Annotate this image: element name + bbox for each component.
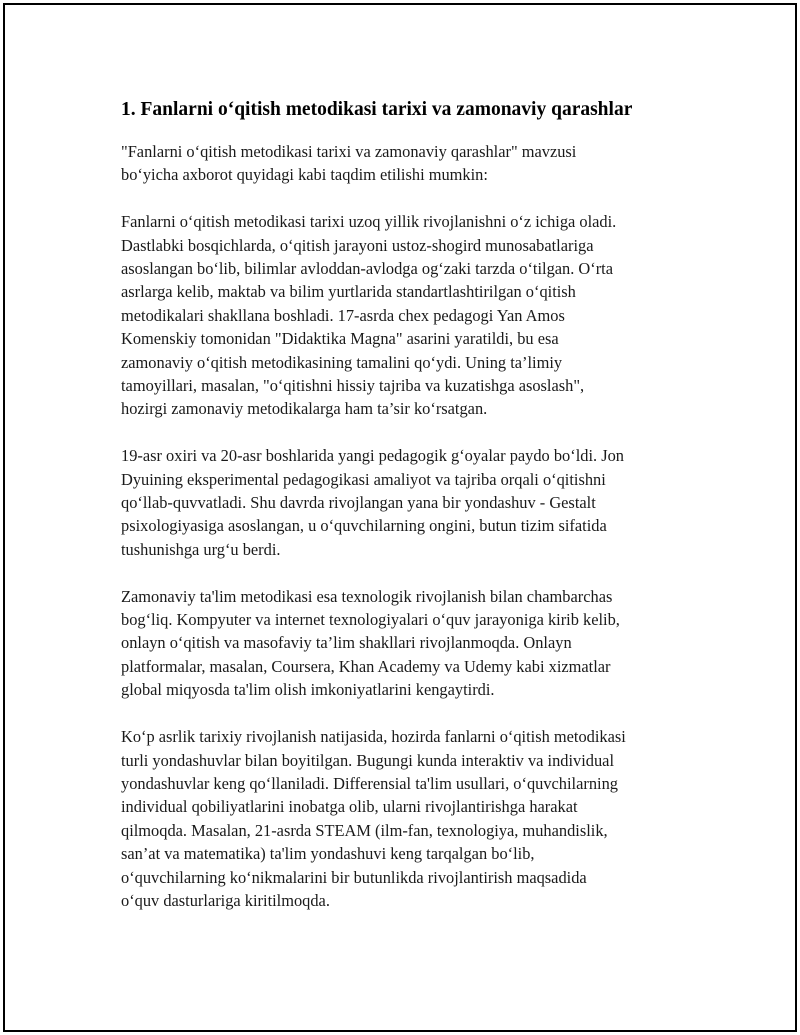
- history-paragraph: Fanlarni o‘qitish metodikasi tarixi uzoq yillik rivojlanishni o‘z ichiga oladi. Dastlabki bosqichlarda, o‘qitish jarayoni ustoz-shogird munosabatlariga asoslangan bo‘lib, bilimlar avloddan-avlodga og‘zaki tarzda o‘tilgan. O‘rta asrlarga kelib, maktab va bilim yurtlarida standartlashtirilgan o‘qitish metodikalari shakllana boshladi. 17-asrda chex pedagogi Yan Amos Komenskiy tomonidan "Didaktika Magna" asarini yaratildi, bu esa zamonaviy o‘qitish metodikasining tamalini qo‘ydi. Uning ta’limiy tamoyillari, masalan, "o‘qitishni hissiy tajriba va kuzatishga asoslash", hozirgi zamonaviy metodikalarga ham ta’sir ko‘rsatgan.: [121, 212, 617, 419]
- modern-pedagogy-paragraph: 19-asr oxiri va 20-asr boshlarida yangi pedagogik g‘oyalar paydo bo‘ldi. Jon Dyuining eksperimental pedagogikasi amaliyot va tajriba orqali o‘qitishni qo‘llab-quvvatladi. Shu davrda rivojlangan yana bir yondashuv - Gestalt psixologiyasiga asoslangan, u o‘quvchilarning ongini, butun tizim sifatida tushunishga urg‘u berdi.: [121, 446, 624, 559]
- section-heading: 1. Fanlarni o‘qitish metodikasi tarixi va zamonaviy qarashlar: [121, 99, 633, 120]
- technology-paragraph: Zamonaviy ta'lim metodikasi esa texnologik rivojlanish bilan chambarchas bog‘liq. Kompyuter va internet texnologiyalari o‘quv jarayoniga kirib kelib, onlayn o‘qitish va masofaviy ta’lim shakllari rivojlanmoqda. Onlayn platformalar, masalan, Coursera, Khan Academy va Udemy kabi xizmatlar global miqyosda ta'lim olish imkoniyatlarini kengaytirdi.: [121, 586, 620, 700]
- current-approaches-paragraph: Ko‘p asrlik tarixiy rivojlanish natijasida, hozirda fanlarni o‘qitish metodikasi turli yondashuvlar bilan boyitilgan. Bugungi kunda interaktiv va individual yondashuvlar keng qo‘llaniladi. Differensial ta'lim usullari, o‘quvchilarning individual qobiliyatlarini inobatga olib, ularni rivojlantirishga harakat qilmoqda. Masalan, 21-asrda STEAM (ilm-fan, texnologiya, muhandislik, san’at va matematika) ta'lim yondashuvi keng tarqalgan bo‘lib, o‘quvchilarning ko‘nikmalarini bir butunlikda rivojlantirish maqsadida o‘quv dasturlariga kiritilmoqda.: [121, 727, 626, 910]
- document-body: [121, 93, 721, 936]
- intro-paragraph: "Fanlarni o‘qitish metodikasi tarixi va zamonaviy qarashlar" mavzusi bo‘yicha axborot quyidagi kabi taqdim etilishi mumkin:: [121, 142, 577, 185]
- page-frame: [3, 3, 797, 1032]
